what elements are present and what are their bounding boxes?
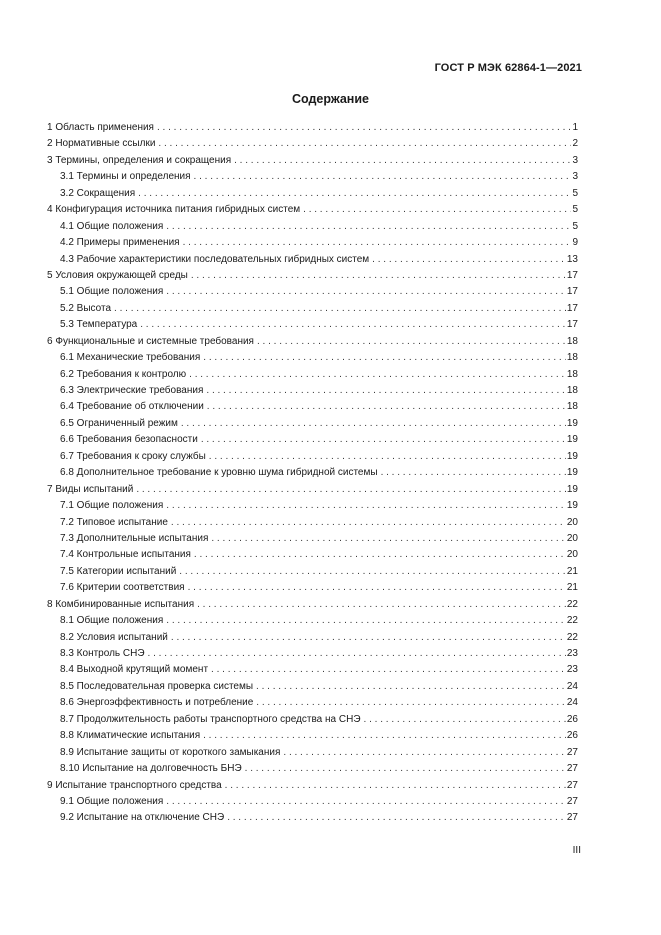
toc-dot-leader — [158, 136, 571, 152]
toc-entry-label: 4.1 Общие положения — [60, 220, 164, 232]
toc-entry-label: 4 Конфигурация источника питания гибридных систем — [47, 204, 301, 216]
toc-entry-label: 8.4 Выходной крутящий момент — [60, 664, 209, 676]
toc-entry[interactable] — [47, 120, 578, 136]
toc-dot-leader — [206, 383, 565, 399]
toc-dot-leader — [364, 712, 566, 728]
toc-dot-leader — [166, 219, 571, 235]
toc-dot-leader — [194, 169, 572, 185]
toc-dot-leader — [136, 482, 566, 498]
toc-entry-label: 9.1 Общие положения — [60, 795, 164, 807]
toc-entry[interactable] — [47, 810, 578, 826]
toc-entry-page: 18 — [566, 368, 578, 380]
toc-entry-label: 6.7 Требования к сроку службы — [60, 450, 206, 462]
toc-entry-label: 6.2 Требования к контролю — [60, 368, 187, 380]
toc-entry-page: 17 — [566, 269, 578, 281]
toc-dot-leader — [179, 564, 566, 580]
toc-entry[interactable] — [47, 761, 578, 777]
toc-entry-label: 6.5 Ограниченный режим — [60, 417, 178, 429]
toc-entry-label: 8.10 Испытание на долговечность БНЭ — [60, 763, 242, 775]
toc-entry-page: 19 — [566, 467, 578, 479]
toc-entry[interactable] — [47, 186, 578, 202]
toc-entry[interactable] — [47, 350, 578, 366]
toc-entry[interactable] — [47, 169, 578, 185]
toc-entry-label: 7.3 Дополнительные испытания — [60, 532, 209, 544]
toc-dot-leader — [211, 662, 566, 678]
toc-entry[interactable] — [47, 202, 578, 218]
toc-entry-label: 7 Виды испытаний — [47, 483, 134, 495]
toc-dot-leader — [194, 547, 566, 563]
toc-entry[interactable] — [47, 252, 578, 268]
toc-entry[interactable] — [47, 728, 578, 744]
toc-entry-page: 18 — [566, 385, 578, 396]
toc-entry-label: 8.1 Общие положения — [60, 615, 164, 627]
toc-entry-label: 2 Нормативные ссылки — [47, 138, 156, 150]
toc-entry-page: 26 — [566, 730, 578, 742]
toc-entry-label: 6.3 Электрические требования — [60, 385, 204, 396]
toc-entry[interactable] — [47, 778, 578, 794]
toc-entry[interactable] — [47, 235, 578, 251]
toc-entry-label: 6.1 Механические требования — [60, 352, 201, 364]
toc-entry-label: 4.3 Рабочие характеристики последовательных гибридных систем — [60, 253, 370, 265]
toc-entry-label: 4.2 Примеры применения — [60, 237, 180, 249]
toc-dot-leader — [166, 613, 566, 629]
toc-entry-page: 19 — [566, 417, 578, 429]
toc-entry[interactable] — [47, 630, 578, 646]
toc-entry[interactable] — [47, 449, 578, 465]
toc-entry-label: 7.6 Критерии соответствия — [60, 582, 185, 594]
toc-entry-page: 5 — [572, 220, 578, 232]
toc-dot-leader — [257, 334, 566, 350]
toc-dot-leader — [181, 416, 566, 432]
toc-entry-page: 24 — [566, 680, 578, 692]
toc-dot-leader — [183, 235, 572, 251]
toc-entry[interactable] — [47, 695, 578, 711]
toc-dot-leader — [191, 268, 566, 284]
toc-entry-label: 5 Условия окружающей среды — [47, 269, 188, 281]
page-title: Содержание — [291, 92, 369, 106]
toc-entry-page: 22 — [566, 631, 578, 643]
toc-entry[interactable] — [47, 284, 578, 300]
toc-entry-label: 7.4 Контрольные испытания — [60, 549, 191, 561]
toc-dot-leader — [166, 498, 566, 514]
toc-entry[interactable] — [47, 219, 578, 235]
toc-entry[interactable] — [47, 432, 578, 448]
toc-dot-leader — [209, 449, 566, 465]
toc-entry[interactable] — [47, 153, 578, 169]
toc-dot-leader — [303, 202, 571, 218]
toc-entry[interactable] — [47, 580, 578, 596]
toc-entry-page: 19 — [566, 434, 578, 446]
toc-entry[interactable] — [47, 597, 578, 613]
toc-dot-leader — [201, 432, 566, 448]
toc-dot-leader — [166, 284, 566, 300]
toc-entry[interactable] — [47, 136, 578, 152]
toc-entry-label: 8 Комбинированные испытания — [47, 598, 195, 610]
toc-dot-leader — [283, 745, 565, 761]
toc-entry-label: 8.5 Последовательная проверка системы — [60, 680, 254, 692]
toc-entry-label: 1 Область применения — [47, 122, 154, 133]
toc-dot-leader — [157, 120, 571, 136]
toc-entry-label: 5.2 Высота — [60, 302, 112, 314]
toc-entry[interactable] — [47, 564, 578, 580]
toc-entry-label: 9.2 Испытание на отключение СНЭ — [60, 812, 225, 824]
page-number: III — [572, 845, 581, 856]
toc-entry-label: 8.3 Контроль СНЭ — [60, 648, 145, 659]
toc-entry-label: 3.2 Сокращения — [60, 187, 136, 199]
toc-entry-page: 17 — [566, 302, 578, 314]
toc-entry-label: 8.9 Испытание защиты от короткого замыкания — [60, 746, 281, 758]
toc-dot-leader — [189, 367, 566, 383]
toc-dot-leader — [197, 597, 566, 613]
toc-entry[interactable] — [47, 646, 578, 662]
toc-dot-leader — [171, 630, 566, 646]
toc-entry[interactable] — [47, 482, 578, 498]
toc-entry-page: 27 — [566, 763, 578, 775]
toc-entry-page: 20 — [566, 549, 578, 561]
toc-dot-leader — [138, 186, 571, 202]
toc-entry-page: 17 — [566, 286, 578, 298]
toc-entry-page: 1 — [572, 122, 578, 133]
toc-entry[interactable] — [47, 416, 578, 432]
toc-entry-page: 26 — [566, 713, 578, 725]
toc-entry-page: 23 — [566, 648, 578, 659]
toc-entry[interactable] — [47, 794, 578, 810]
toc-dot-leader — [114, 301, 566, 317]
toc-dot-leader — [256, 695, 566, 711]
toc-entry[interactable] — [47, 334, 578, 350]
toc-entry-page: 18 — [566, 335, 578, 347]
toc-dot-leader — [207, 399, 566, 415]
toc-entry-page: 27 — [566, 779, 578, 791]
toc-dot-leader — [245, 761, 566, 777]
toc-entry-label: 7.2 Типовое испытание — [60, 516, 168, 528]
toc-entry-page: 20 — [566, 532, 578, 544]
toc-entry-label: 8.7 Продолжительность работы транспортного средства на СНЭ — [60, 713, 361, 725]
toc-entry[interactable] — [47, 531, 578, 547]
toc-dot-leader — [148, 646, 566, 662]
toc-dot-leader — [140, 317, 566, 333]
toc-entry-page: 20 — [566, 516, 578, 528]
toc-entry-page: 3 — [572, 171, 578, 183]
toc-entry-page: 22 — [566, 615, 578, 627]
toc-entry-label: 7.5 Категории испытаний — [60, 565, 177, 577]
toc-entry-label: 7.1 Общие положения — [60, 500, 164, 512]
toc-entry-label: 9 Испытание транспортного средства — [47, 779, 222, 791]
toc-entry-page: 13 — [566, 253, 578, 265]
toc-dot-leader — [188, 580, 566, 596]
toc-entry-page: 27 — [566, 795, 578, 807]
toc-entry-label: 5.1 Общие положения — [60, 286, 164, 298]
toc-entry[interactable] — [47, 745, 578, 761]
toc-entry-page: 17 — [566, 319, 578, 331]
toc-dot-leader — [225, 778, 566, 794]
toc-entry-page: 23 — [566, 664, 578, 676]
toc-entry-page: 22 — [566, 598, 578, 610]
toc-entry-page: 3 — [572, 154, 578, 166]
toc-dot-leader — [234, 153, 571, 169]
toc-entry-page: 18 — [566, 352, 578, 364]
toc-entry[interactable] — [47, 383, 578, 399]
toc-entry-label: 6 Функциональные и системные требования — [47, 335, 254, 347]
toc-entry[interactable] — [47, 367, 578, 383]
toc-entry-label: 3 Термины, определения и сокращения — [47, 154, 232, 166]
toc-entry[interactable] — [47, 301, 578, 317]
toc-dot-leader — [256, 679, 566, 695]
toc-entry-page: 9 — [572, 237, 578, 249]
toc-entry[interactable] — [47, 498, 578, 514]
table-of-contents — [47, 120, 578, 827]
toc-entry[interactable] — [47, 679, 578, 695]
toc-dot-leader — [203, 728, 566, 744]
toc-entry-page: 19 — [566, 483, 578, 495]
document-id-header: ГОСТ Р МЭК 62864-1—2021 — [434, 62, 582, 74]
toc-entry-page: 18 — [566, 401, 578, 413]
toc-entry[interactable] — [47, 268, 578, 284]
toc-entry-page: 21 — [566, 565, 578, 577]
toc-dot-leader — [372, 252, 566, 268]
toc-entry[interactable] — [47, 547, 578, 563]
toc-entry-page: 21 — [566, 582, 578, 594]
toc-entry[interactable] — [47, 662, 578, 678]
toc-entry-page: 5 — [572, 204, 578, 216]
toc-entry-label: 8.6 Энергоэффективность и потребление — [60, 697, 254, 709]
toc-entry-page: 19 — [566, 450, 578, 462]
toc-dot-leader — [381, 465, 566, 481]
toc-entry[interactable] — [47, 465, 578, 481]
toc-entry-page: 27 — [566, 812, 578, 824]
toc-entry-page: 2 — [572, 138, 578, 150]
toc-entry[interactable] — [47, 515, 578, 531]
toc-entry-label: 6.8 Дополнительное требование к уровню шума гибридной системы — [60, 467, 378, 479]
toc-entry[interactable] — [47, 712, 578, 728]
toc-entry-label: 6.4 Требование об отключении — [60, 401, 204, 413]
toc-entry-page: 27 — [566, 746, 578, 758]
toc-entry-label: 8.2 Условия испытаний — [60, 631, 168, 643]
toc-entry[interactable] — [47, 399, 578, 415]
toc-dot-leader — [211, 531, 566, 547]
toc-entry[interactable] — [47, 317, 578, 333]
toc-dot-leader — [166, 794, 566, 810]
toc-dot-leader — [203, 350, 566, 366]
toc-entry[interactable] — [47, 613, 578, 629]
toc-entry-label: 5.3 Температура — [60, 319, 138, 331]
toc-dot-leader — [227, 810, 566, 826]
toc-entry-page: 24 — [566, 697, 578, 709]
toc-dot-leader — [171, 515, 566, 531]
toc-entry-page: 5 — [572, 187, 578, 199]
toc-entry-label: 6.6 Требования безопасности — [60, 434, 198, 446]
toc-entry-label: 8.8 Климатические испытания — [60, 730, 201, 742]
toc-entry-label: 3.1 Термины и определения — [60, 171, 191, 183]
toc-entry-page: 19 — [566, 500, 578, 512]
